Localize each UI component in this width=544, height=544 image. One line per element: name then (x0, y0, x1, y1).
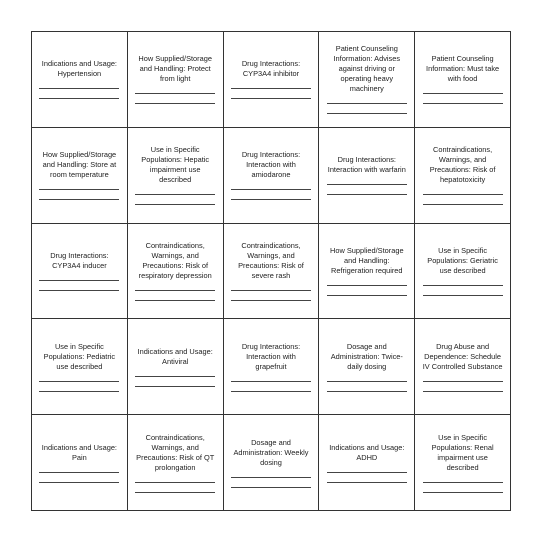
answer-line[interactable] (135, 300, 215, 301)
answer-line[interactable] (135, 386, 215, 387)
cell-text: Contraindications, Warnings, and Precautions: Risk of severe rash (238, 240, 304, 280)
answer-line[interactable] (231, 487, 311, 488)
cell-text: How Supplied/Storage and Handling: Store at room temperature (42, 150, 117, 180)
answer-line[interactable] (39, 482, 119, 483)
answer-line[interactable] (39, 472, 119, 473)
cell-text: Use in Specific Populations: Renal impairment use described (431, 432, 494, 472)
cell-text: Indications and Usage: Pain (41, 442, 117, 462)
answer-line[interactable] (327, 103, 407, 104)
answer-line[interactable] (39, 290, 119, 291)
bingo-cell[interactable] (319, 319, 415, 415)
answer-line[interactable] (39, 381, 119, 382)
answer-line[interactable] (423, 482, 503, 483)
answer-line[interactable] (231, 88, 311, 89)
bingo-board (31, 31, 511, 511)
answer-line[interactable] (327, 295, 407, 296)
bingo-cell[interactable] (224, 128, 320, 224)
answer-line[interactable] (135, 204, 215, 205)
answer-line[interactable] (39, 280, 119, 281)
answer-line[interactable] (327, 482, 407, 483)
cell-text: Drug Interactions: Interaction with grapefruit (241, 341, 301, 371)
bingo-cell[interactable] (32, 224, 128, 320)
cell-text: Drug Abuse and Dependence: Schedule IV Controlled Substance (422, 341, 503, 371)
cell-text: Drug Interactions: CYP3A4 inhibitor (241, 59, 301, 79)
bingo-cell[interactable] (32, 415, 128, 511)
bingo-cell[interactable] (32, 128, 128, 224)
bingo-cell[interactable] (319, 224, 415, 320)
answer-line[interactable] (423, 391, 503, 392)
bingo-cell[interactable] (224, 319, 320, 415)
bingo-cell[interactable] (32, 32, 128, 128)
bingo-cell[interactable] (224, 32, 320, 128)
answer-line[interactable] (327, 184, 407, 185)
cell-text: Contraindications, Warnings, and Precautions: Risk of QT prolongation (136, 432, 215, 472)
answer-line[interactable] (39, 199, 119, 200)
answer-line[interactable] (231, 391, 311, 392)
answer-line[interactable] (231, 290, 311, 291)
cell-text: Indications and Usage: Antiviral (137, 346, 213, 366)
answer-line[interactable] (423, 285, 503, 286)
answer-line[interactable] (327, 285, 407, 286)
bingo-cell[interactable] (415, 224, 511, 320)
answer-line[interactable] (231, 199, 311, 200)
answer-line[interactable] (423, 381, 503, 382)
bingo-cell[interactable] (224, 415, 320, 511)
cell-text: Drug Interactions: Interaction with amiodarone (241, 150, 301, 180)
answer-line[interactable] (231, 477, 311, 478)
answer-line[interactable] (39, 98, 119, 99)
cell-text: Indications and Usage: ADHD (329, 442, 405, 462)
cell-text: Use in Specific Populations: Geriatric use described (427, 245, 498, 275)
answer-line[interactable] (423, 93, 503, 94)
bingo-cell[interactable] (319, 128, 415, 224)
bingo-cell[interactable] (128, 128, 224, 224)
bingo-cell[interactable] (224, 224, 320, 320)
answer-line[interactable] (423, 295, 503, 296)
answer-line[interactable] (135, 93, 215, 94)
answer-line[interactable] (231, 98, 311, 99)
cell-text: Contraindications, Warnings, and Precautions: Risk of hepatotoxicity (429, 145, 496, 185)
answer-line[interactable] (327, 391, 407, 392)
cell-text: Patient Counseling Information: Must take with food (426, 54, 500, 84)
bingo-cell[interactable] (128, 224, 224, 320)
cell-text: Use in Specific Populations: Hepatic impairment use described (141, 145, 210, 185)
answer-line[interactable] (135, 290, 215, 291)
cell-text: Contraindications, Warnings, and Precautions: Risk of respiratory depression (138, 240, 212, 280)
bingo-cell[interactable] (415, 319, 511, 415)
bingo-cell[interactable] (319, 32, 415, 128)
cell-text: Dosage and Administration: Twice-daily dosing (330, 341, 403, 371)
answer-line[interactable] (327, 472, 407, 473)
answer-line[interactable] (39, 189, 119, 190)
answer-line[interactable] (423, 492, 503, 493)
answer-line[interactable] (423, 103, 503, 104)
answer-line[interactable] (231, 189, 311, 190)
bingo-cell[interactable] (128, 32, 224, 128)
bingo-cell[interactable] (32, 319, 128, 415)
answer-line[interactable] (423, 204, 503, 205)
cell-text: Indications and Usage: Hypertension (41, 59, 117, 79)
cell-text: Drug Interactions: Interaction with warfarin (327, 155, 406, 175)
answer-line[interactable] (327, 194, 407, 195)
cell-text: Drug Interactions: CYP3A4 inducer (50, 250, 109, 270)
cell-text: How Supplied/Storage and Handling: Protect from light (138, 54, 212, 84)
bingo-cell[interactable] (415, 32, 511, 128)
answer-line[interactable] (231, 381, 311, 382)
answer-line[interactable] (135, 482, 215, 483)
answer-line[interactable] (39, 88, 119, 89)
bingo-cell[interactable] (415, 128, 511, 224)
cell-text: Dosage and Administration: Weekly dosing (233, 437, 309, 467)
bingo-cell[interactable] (319, 415, 415, 511)
answer-line[interactable] (327, 381, 407, 382)
answer-line[interactable] (39, 391, 119, 392)
answer-line[interactable] (423, 194, 503, 195)
cell-text: How Supplied/Storage and Handling: Refrigeration required (330, 245, 404, 275)
answer-line[interactable] (135, 194, 215, 195)
answer-line[interactable] (135, 492, 215, 493)
cell-text: Patient Counseling Information: Advises against driving or operating heavy machinery (333, 44, 401, 94)
bingo-cell[interactable] (415, 415, 511, 511)
bingo-cell[interactable] (128, 415, 224, 511)
answer-line[interactable] (135, 376, 215, 377)
bingo-cell[interactable] (128, 319, 224, 415)
answer-line[interactable] (327, 113, 407, 114)
cell-text: Use in Specific Populations: Pediatric use described (43, 341, 116, 371)
answer-line[interactable] (135, 103, 215, 104)
answer-line[interactable] (231, 300, 311, 301)
